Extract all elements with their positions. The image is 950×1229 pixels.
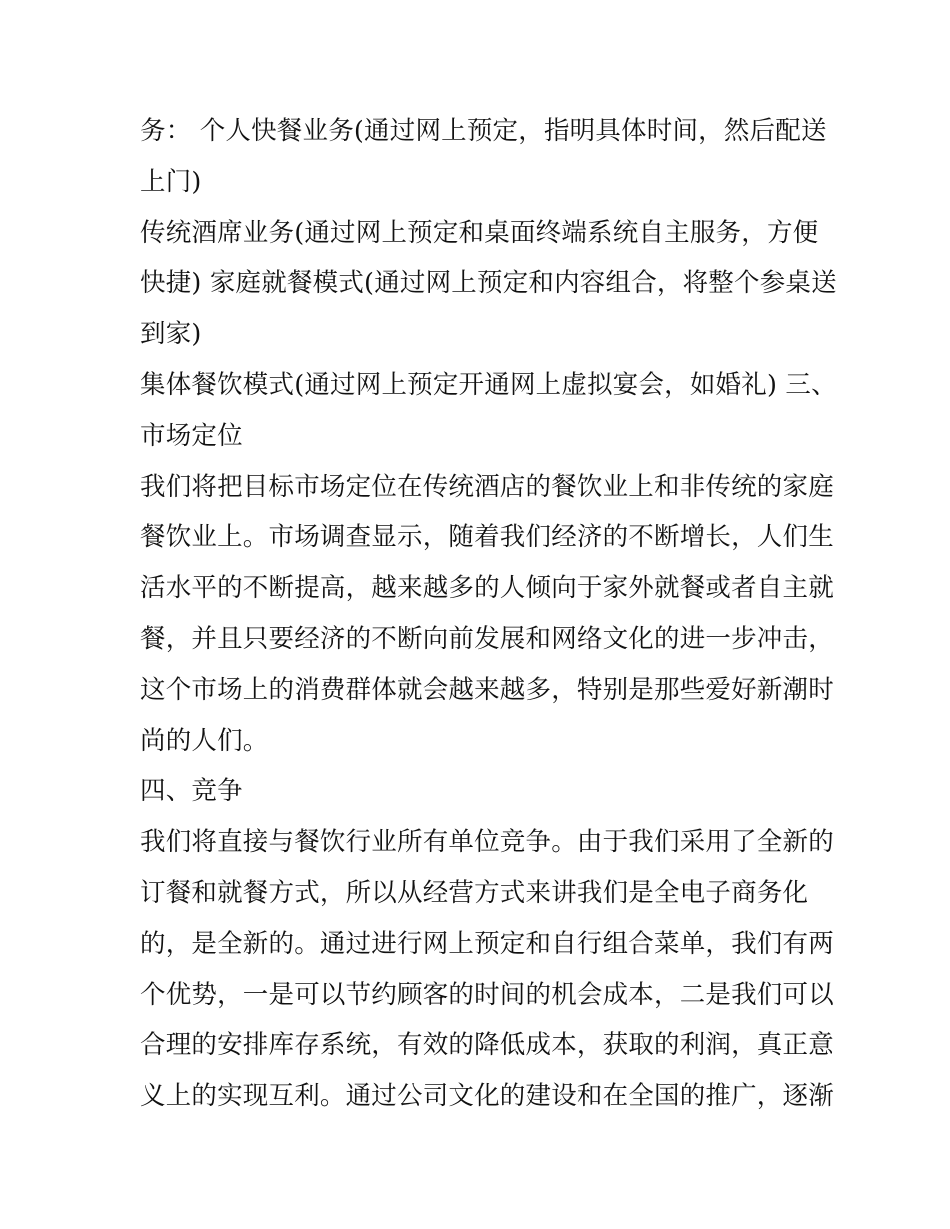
text-line: 我们将把目标市场定位在传统酒店的餐饮业上和非传统的家庭 [140,471,834,502]
section-heading: 四、竞争 [140,776,243,807]
text-line: 尚的人们。 [140,725,269,756]
section-heading: 市场定位 [140,420,243,451]
text-line: 合理的安排库存系统，有效的降低成本，获取的利润，真正意 [140,1030,834,1061]
text-line: 上门) [140,166,202,197]
text-line: 务： 个人快餐业务(通过网上预定，指明具体时间，然后配送 [140,116,827,146]
text-line: 传统酒席业务(通过网上预定和桌面终端系统自主服务，方便 [140,217,819,248]
text-line: 这个市场上的消费群体就会越来越多，特别是那些爱好新潮时 [140,674,834,705]
text-line: 活水平的不断提高，越来越多的人倾向于家外就餐或者自主就 [140,573,834,604]
text-line: 个优势，一是可以节约顾客的时间的机会成本，二是我们可以 [140,979,834,1010]
text-line: 餐，并且只要经济的不断向前发展和网络文化的进一步冲击， [140,623,834,654]
text-line: 我们将直接与餐饮行业所有单位竞争。由于我们采用了全新的 [140,827,834,858]
body-text [140,106,837,1122]
text-line: 快捷) 家庭就餐模式(通过网上预定和内容组合，将整个参桌送 [140,268,837,299]
text-line: 的，是全新的。通过进行网上预定和自行组合菜单，我们有两 [140,928,834,959]
text-line: 到家) [140,319,202,350]
text-line: 餐饮业上。市场调查显示，随着我们经济的不断增长，人们生 [140,522,834,553]
text-line: 集体餐饮模式(通过网上预定开通网上虚拟宴会，如婚礼) 三、 [140,369,837,400]
text-line: 义上的实现互利。通过公司文化的建设和在全国的推广，逐渐 [140,1081,834,1112]
text-line: 订餐和就餐方式，所以从经营方式来讲我们是全电子商务化 [140,877,809,908]
